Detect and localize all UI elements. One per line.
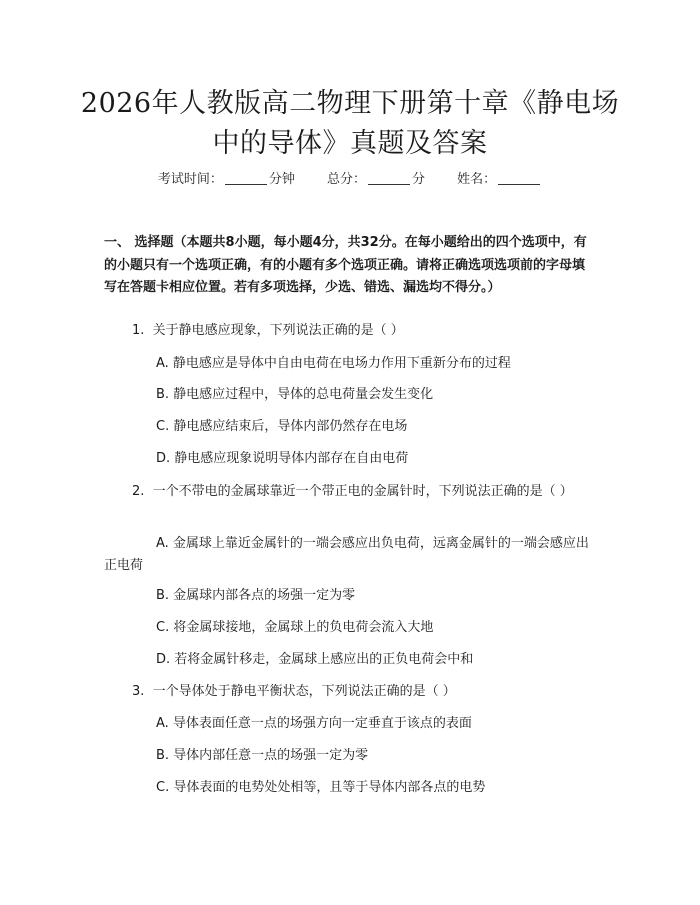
question-3: [104, 681, 594, 703]
score-blank[interactable]: [368, 172, 410, 185]
question-stem: 一个导体处于静电平衡状态，下列说法正确的是（ ）: [152, 684, 456, 699]
time-blank[interactable]: [225, 172, 267, 185]
exam-meta-line: [0, 168, 700, 187]
option-2d[interactable]: D. 若将金属针移走，金属球上感应出的正负电荷会中和: [156, 652, 474, 667]
option-1b[interactable]: B. 静电感应过程中，导体的总电荷量会发生变化: [156, 387, 434, 402]
score-field: [327, 172, 429, 187]
name-blank[interactable]: [498, 172, 540, 185]
name-field: [457, 172, 542, 187]
question-stem: 关于静电感应现象，下列说法正确的是（ ）: [152, 323, 404, 338]
option-1c[interactable]: C. 静电感应结束后，导体内部仍然存在电场: [156, 419, 408, 434]
option-2b[interactable]: B. 金属球内部各点的场强一定为零: [156, 588, 356, 603]
score-label: 总分：: [326, 172, 366, 187]
question-number: 2.: [132, 484, 145, 499]
time-label: 考试时间：: [157, 172, 223, 187]
option-3c[interactable]: C. 导体表面的电势处处相等，且等于导体内部各点的电势: [156, 780, 486, 795]
option-2c[interactable]: C. 将金属球接地，金属球上的负电荷会流入大地: [156, 620, 434, 635]
question-number: 3.: [132, 684, 145, 699]
page-title: 2026年人教版高二物理下册第十章《静电场中的导体》真题及答案: [80, 88, 620, 159]
time-unit: 分钟: [268, 172, 295, 187]
question-1: [104, 320, 594, 342]
name-label: 姓名：: [457, 172, 497, 187]
option-3b[interactable]: B. 导体内部任意一点的场强一定为零: [156, 748, 369, 763]
question-2: [104, 481, 594, 503]
option-1d[interactable]: D. 静电感应现象说明导体内部存在自由电荷: [156, 451, 409, 466]
option-3a[interactable]: A. 导体表面任意一点的场强方向一定垂直于该点的表面: [156, 716, 472, 731]
section-heading: 一、 选择题（本题共8小题，每小题4分，共32分。在每小题给出的四个选项中，有的小题只有一个选项正确，有的小题有多个选项正确。请将正确选项选项前的字母填写在答题卡相应位置。若有多项选择，少选、错选、漏选均不得分。）: [104, 235, 587, 295]
score-unit: 分: [412, 172, 426, 187]
question-stem: 一个不带电的金属球靠近一个带正电的金属针时，下列说法正确的是（ ）: [152, 484, 573, 499]
time-field: [158, 172, 299, 187]
option-2a[interactable]: A. 金属球上靠近金属针的一端会感应出负电荷，远离金属针的一端会感应出正电荷: [104, 536, 589, 573]
option-1a[interactable]: A. 静电感应是导体中自由电荷在电场力作用下重新分布的过程: [156, 356, 511, 371]
question-number: 1.: [132, 323, 145, 338]
